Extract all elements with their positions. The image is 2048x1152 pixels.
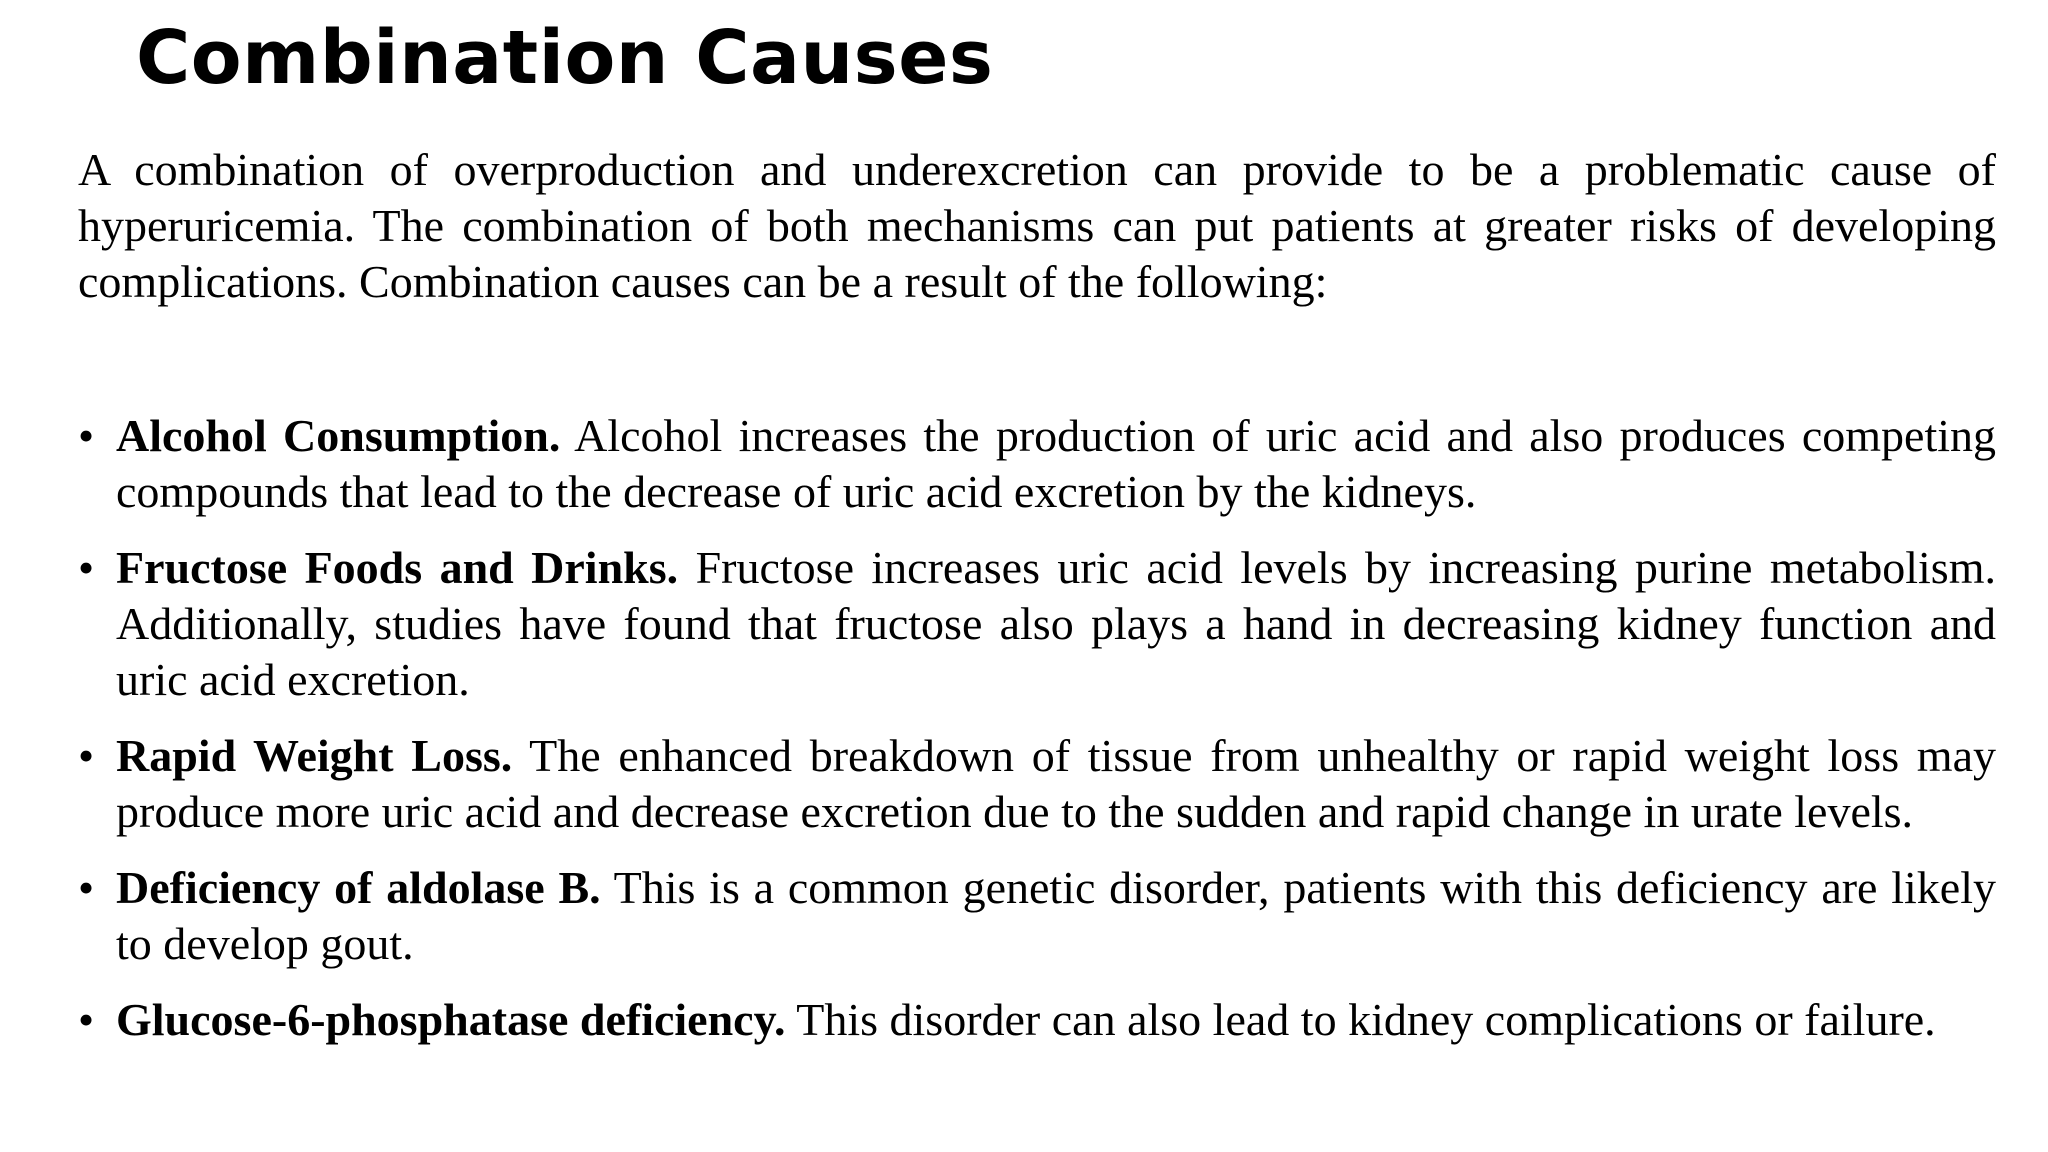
list-item-description: The enhanced breakdown of tissue from unhealthy or rapid weight loss may produce more uric acid and decrease excretion due to the sudden and rapid change in urate levels.	[116, 730, 1996, 837]
list-item-description: This disorder can also lead to kidney complications or failure.	[796, 994, 1936, 1045]
list-item-term: Rapid Weight Loss.	[116, 730, 513, 781]
list-item-fructose-foods	[78, 540, 1996, 708]
bullet-icon: •	[78, 994, 95, 1045]
list-item-description: Fructose increases uric acid levels by increasing purine metabolism. Additionally, studies have found that fructose also plays a hand in decreasing kidney function and uric acid excretion.	[116, 542, 1996, 705]
bullet-icon: •	[78, 410, 95, 461]
list-item-term: Deficiency of aldolase B.	[116, 862, 601, 913]
list-item-alcohol-consumption	[78, 408, 1996, 520]
list-item-rapid-weight-loss	[78, 728, 1996, 840]
list-item-term: Glucose-6-phosphatase deficiency.	[116, 994, 786, 1045]
intro-paragraph: A combination of overproduction and underexcretion can provide to be a problematic cause of hyperuricemia. The combination of both mechanisms can put patients at greater risks of developing complications. Combination causes can be a result of the following:	[78, 144, 1996, 307]
bullet-icon: •	[78, 862, 95, 913]
list-item-description: Alcohol increases the production of uric acid and also produces competing compounds that lead to the decrease of uric acid excretion by the kidneys.	[116, 410, 1997, 517]
list-item-description: This is a common genetic disorder, patients with this deficiency are likely to develop gout.	[116, 862, 1997, 969]
list-item-term: Fructose Foods and Drinks.	[116, 542, 679, 593]
list-item-aldolase-b	[78, 860, 1996, 972]
list-item-glucose-6-phosphatase	[78, 992, 1996, 1048]
bullet-icon: •	[78, 542, 95, 593]
bullet-icon: •	[78, 730, 95, 781]
list-item-term: Alcohol Consumption.	[116, 410, 561, 461]
slide-title: Combination Causes	[136, 15, 994, 101]
causes-list	[78, 408, 1996, 1068]
